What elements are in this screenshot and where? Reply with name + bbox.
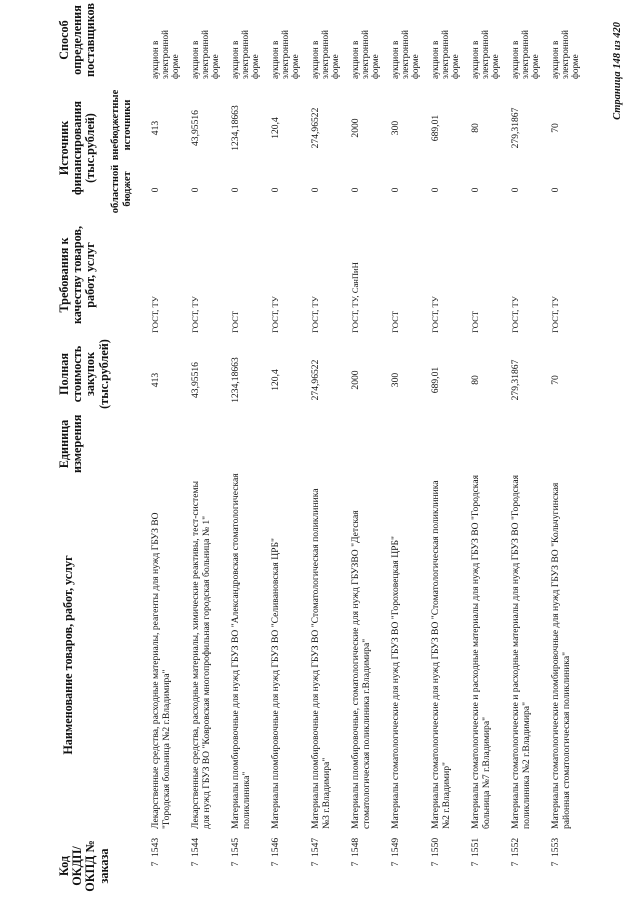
order-number: 1548 bbox=[350, 837, 361, 857]
header-cost: Полная стоимость закупок (тыс.рублей) bbox=[57, 339, 111, 409]
quality-requirements: ГОСТ, ТУ bbox=[270, 296, 280, 333]
regional-budget: 0 bbox=[190, 187, 201, 193]
supplier-method: аукцион в электронной форме bbox=[390, 30, 421, 79]
external-sources: 279,31867 bbox=[510, 107, 521, 149]
quality-requirements: ГОСТ, ТУ bbox=[310, 296, 320, 333]
okdp-code: 7 bbox=[270, 861, 281, 867]
supplier-method: аукцион в электронной форме bbox=[350, 30, 381, 79]
total-cost: 120,4 bbox=[270, 369, 281, 391]
header-method: Способ определения поставщиков bbox=[57, 3, 98, 77]
table-row bbox=[466, 0, 506, 905]
total-cost: 413 bbox=[150, 372, 161, 388]
quality-requirements: ГОСТ, ТУ bbox=[190, 296, 200, 333]
order-number: 1550 bbox=[430, 837, 441, 857]
page-number: Страница 148 из 420 bbox=[612, 22, 623, 120]
external-sources: 43,95516 bbox=[190, 110, 201, 146]
quality-requirements: ГОСТ, ТУ bbox=[430, 296, 440, 333]
okdp-code: 7 bbox=[550, 861, 561, 867]
external-sources: 689,01 bbox=[430, 114, 441, 142]
supplier-method: аукцион в электронной форме bbox=[190, 30, 221, 79]
okdp-code: 7 bbox=[430, 861, 441, 867]
okdp-code: 7 bbox=[390, 861, 401, 867]
supplier-method: аукцион в электронной форме bbox=[510, 30, 541, 79]
table-row bbox=[186, 0, 226, 905]
quality-requirements: ГОСТ, ТУ, СанПиН bbox=[350, 262, 360, 333]
table-row bbox=[506, 0, 546, 905]
okdp-code: 7 bbox=[510, 861, 521, 867]
header-source-external: внебюджетные источники bbox=[110, 89, 133, 161]
order-number: 1544 bbox=[190, 837, 201, 857]
order-number: 1543 bbox=[150, 837, 161, 857]
total-cost: 1234,18663 bbox=[230, 357, 241, 403]
item-name: Материалы пломбировочные для нужд ГБУЗ ВО "Стоматологическая поликлиника №3 г.Владимира" bbox=[310, 488, 333, 829]
okdp-code: 7 bbox=[310, 861, 321, 867]
header-name: Наименование товаров, работ, услуг bbox=[61, 555, 75, 755]
supplier-method: аукцион в электронной форме bbox=[430, 30, 461, 79]
table-row bbox=[426, 0, 466, 905]
regional-budget: 0 bbox=[390, 187, 401, 193]
item-name: Материалы стоматологические для нужд ГБУЗ ВО "Стоматологическая поликлиника №2 г.Владимир" bbox=[430, 480, 453, 829]
regional-budget: 0 bbox=[470, 187, 481, 193]
supplier-method: аукцион в электронной форме bbox=[270, 30, 301, 79]
supplier-method: аукцион в электронной форме bbox=[310, 30, 341, 79]
okdp-code: 7 bbox=[470, 861, 481, 867]
table-header bbox=[0, 0, 146, 905]
header-code: Код ОКДП/ ОКПД № заказа bbox=[57, 840, 111, 892]
quality-requirements: ГОСТ bbox=[470, 310, 480, 333]
item-name: Материалы стоматологические и расходные материалы для нужд ГБУЗ ВО "Городская больница №7 г.Владимира" bbox=[470, 475, 493, 829]
regional-budget: 0 bbox=[510, 187, 521, 193]
order-number: 1551 bbox=[470, 837, 481, 857]
table-row bbox=[546, 0, 586, 905]
header-requirements: Требования к качеству товаров, работ, услуг bbox=[57, 225, 98, 325]
header-unit: Единица измерения bbox=[57, 414, 85, 473]
external-sources: 300 bbox=[390, 120, 401, 136]
item-name: Материалы пломбировочные для нужд ГБУЗ ВО "Александровская стоматологическая поликлиника" bbox=[230, 473, 253, 829]
okdp-code: 7 bbox=[190, 861, 201, 867]
supplier-method: аукцион в электронной форме bbox=[150, 30, 181, 79]
regional-budget: 0 bbox=[550, 187, 561, 193]
external-sources: 274,96522 bbox=[310, 107, 321, 149]
table-row bbox=[146, 0, 186, 905]
quality-requirements: ГОСТ, ТУ bbox=[150, 296, 160, 333]
supplier-method: аукцион в электронной форме bbox=[230, 30, 261, 79]
total-cost: 274,96522 bbox=[310, 359, 321, 401]
header-source-regional: областной бюджет bbox=[110, 164, 133, 214]
item-name: Лекарственные средства, расходные материалы, химические реактивы, тест-системы для нужд ГБУЗ ВО "Ковровская многопрофильная городская больница № 1" bbox=[190, 480, 213, 829]
order-number: 1552 bbox=[510, 837, 521, 857]
supplier-method: аукцион в электронной форме bbox=[470, 30, 501, 79]
item-name: Материалы пломбировочные, стоматологические для нужд ГБУЗВО "Детская стоматологическая поликлиника г.Владимира" bbox=[350, 510, 373, 829]
total-cost: 300 bbox=[390, 372, 401, 388]
regional-budget: 0 bbox=[270, 187, 281, 193]
external-sources: 413 bbox=[150, 120, 161, 136]
regional-budget: 0 bbox=[230, 187, 241, 193]
header-source: Источник финансирования (тыс.рублей) bbox=[57, 101, 98, 195]
table-row bbox=[346, 0, 386, 905]
total-cost: 80 bbox=[470, 375, 481, 385]
quality-requirements: ГОСТ bbox=[230, 310, 240, 333]
total-cost: 279,31867 bbox=[510, 359, 521, 401]
item-name: Материалы стоматологические для нужд ГБУЗ ВО "Гороховецкая ЦРБ" bbox=[390, 536, 401, 829]
regional-budget: 0 bbox=[150, 187, 161, 193]
total-cost: 689,01 bbox=[430, 366, 441, 394]
table-row bbox=[226, 0, 266, 905]
item-name: Лекарственные средства, расходные материалы, реагенты для нужд ГБУЗ ВО "Городская больница №2 г.Владимира" bbox=[150, 512, 173, 829]
total-cost: 43,95516 bbox=[190, 362, 201, 398]
order-number: 1547 bbox=[310, 837, 321, 857]
item-name: Материалы стоматологические пломбировочные для нужд ГБУЗ ВО "Кольчугинская районная стоматологическая поликлиника" bbox=[550, 482, 573, 829]
order-number: 1545 bbox=[230, 837, 241, 857]
table-row bbox=[386, 0, 426, 905]
table-row bbox=[306, 0, 346, 905]
external-sources: 80 bbox=[470, 123, 481, 133]
regional-budget: 0 bbox=[430, 187, 441, 193]
total-cost: 2000 bbox=[350, 370, 361, 390]
total-cost: 70 bbox=[550, 375, 561, 385]
quality-requirements: ГОСТ, ТУ bbox=[510, 296, 520, 333]
order-number: 1546 bbox=[270, 837, 281, 857]
okdp-code: 7 bbox=[350, 861, 361, 867]
item-name: Материалы пломбировочные для нужд ГБУЗ ВО "Селивановская ЦРБ" bbox=[270, 538, 281, 829]
okdp-code: 7 bbox=[150, 861, 161, 867]
quality-requirements: ГОСТ, ТУ bbox=[550, 296, 560, 333]
order-number: 1549 bbox=[390, 837, 401, 857]
okdp-code: 7 bbox=[230, 861, 241, 867]
order-number: 1553 bbox=[550, 837, 561, 857]
external-sources: 120,4 bbox=[270, 117, 281, 139]
regional-budget: 0 bbox=[350, 187, 361, 193]
item-name: Материалы стоматологические и расходные материалы для нужд ГБУЗ ВО "Городская поликлиника №2 г.Владимира" bbox=[510, 475, 533, 829]
external-sources: 70 bbox=[550, 123, 561, 133]
external-sources: 1234,18663 bbox=[230, 105, 241, 151]
table-row bbox=[266, 0, 306, 905]
quality-requirements: ГОСТ bbox=[390, 310, 400, 333]
external-sources: 2000 bbox=[350, 118, 361, 138]
regional-budget: 0 bbox=[310, 187, 321, 193]
supplier-method: аукцион в электронной форме bbox=[550, 30, 581, 79]
